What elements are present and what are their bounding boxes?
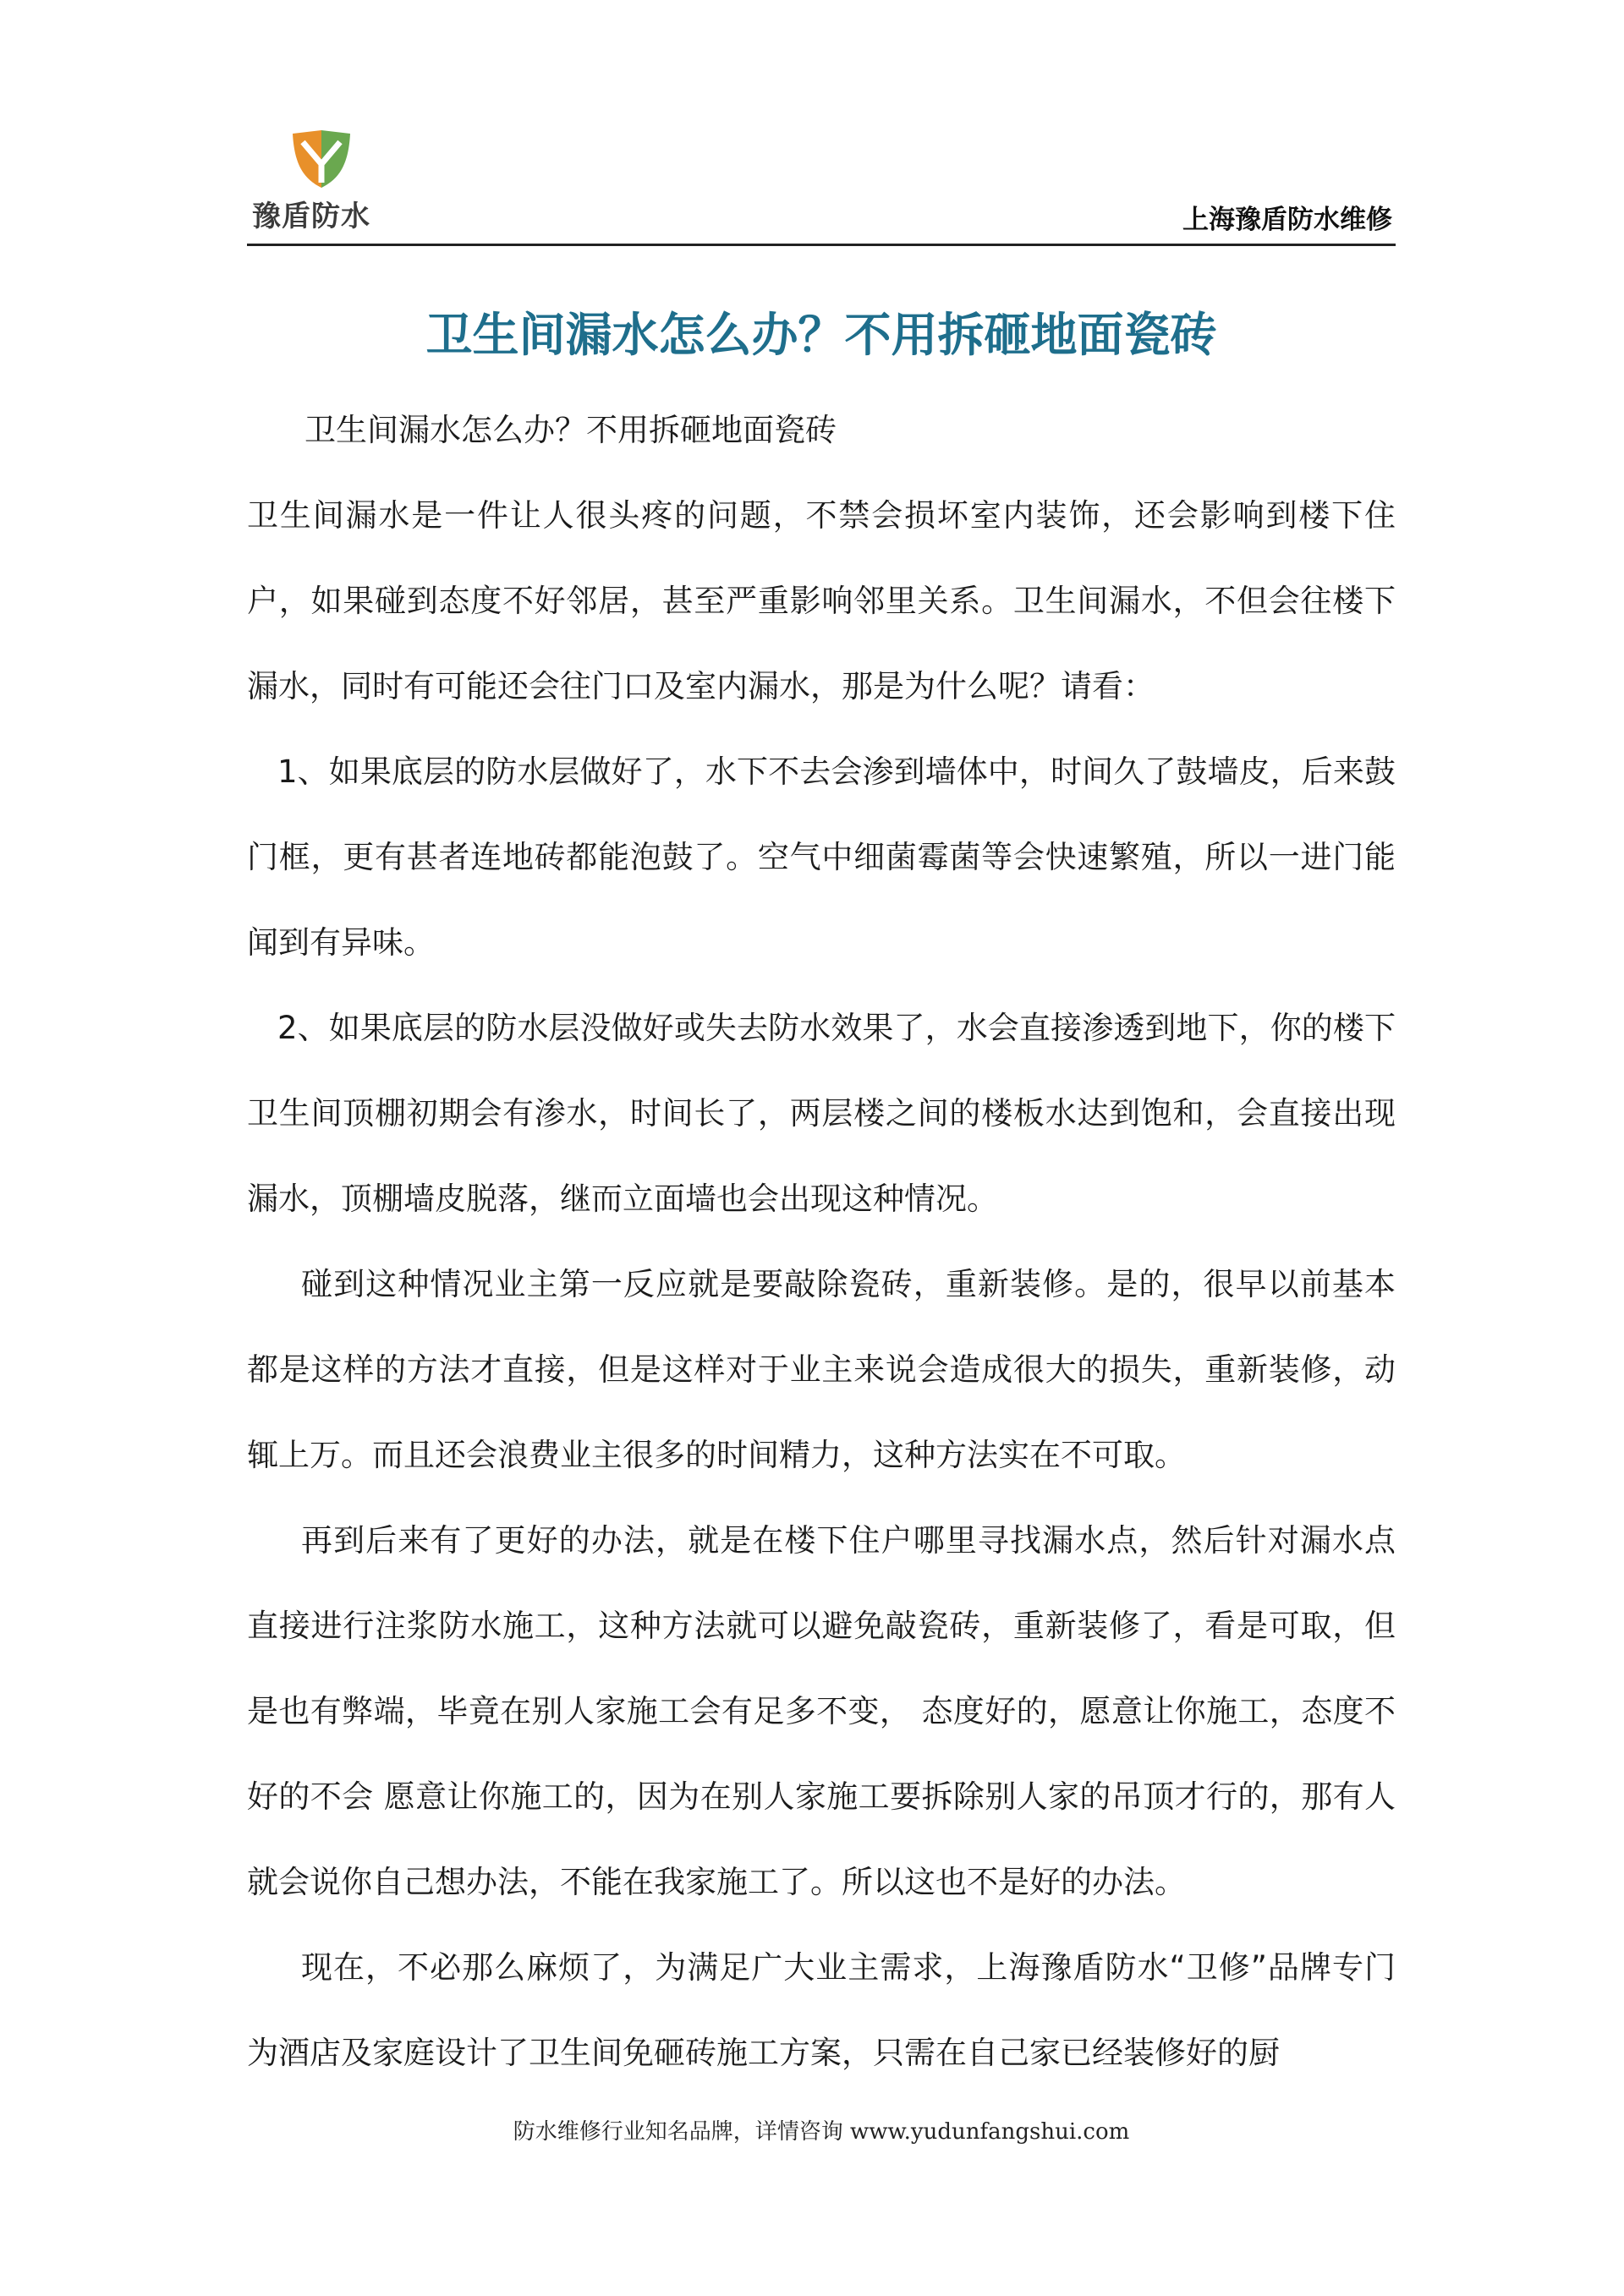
logo-text: 豫盾防水 [252, 200, 370, 233]
paragraph-point-1: 1、如果底层的防水层做好了，水下不去会渗到墙体中，时间久了鼓墙皮，后来鼓门框，更有甚者连地砖都能泡鼓了。空气中细菌霉菌等会快速繁殖，所以一进门能闻到有异味。 [247, 753, 1396, 961]
article-body [247, 387, 1396, 2096]
paragraph-intro: 卫生间漏水是一件让人很头疼的问题，不禁会损坏室内装饰，还会影响到楼下住户，如果碰到态度不好邻居，甚至严重影响邻里关系。卫生间漏水，不但会往楼下漏水，同时有可能还会往门口及室内漏水，那是为什么呢？请看： [247, 497, 1396, 704]
paragraph-now: 现在，不必那么麻烦了，为满足广大业主需求，上海豫盾防水“卫修”品牌专门为酒店及家庭设计了卫生间免砸砖施工方案，只需在自己家已经装修好的厨 [247, 1949, 1396, 2071]
header-divider [247, 244, 1396, 246]
document-title: 卫生间漏水怎么办？不用拆砸地面瓷砖 [425, 308, 1217, 362]
site-name: 上海豫盾防水维修 [1182, 205, 1392, 235]
shield-logo-icon [288, 129, 355, 191]
page-footer: 防水维修行业知名品牌，详情咨询 www.yudunfangshui.com [513, 2119, 1130, 2145]
page-header [247, 118, 1396, 244]
paragraph-point-2: 2、如果底层的防水层没做好或失去防水效果了，水会直接渗透到地下，你的楼下卫生间顶棚初期会有渗水，时间长了，两层楼之间的楼板水达到饱和，会直接出现漏水，顶棚墙皮脱落，继而立面墙也会出现这种情况。 [247, 1010, 1396, 1217]
paragraph-later-method: 再到后来有了更好的办法，就是在楼下住户哪里寻找漏水点，然后针对漏水点直接进行注浆防水施工，这种方法就可以避免敲瓷砖，重新装修了，看是可取，但是也有弊端，毕竟在别人家施工会有足多不变， 态度好的，愿意让你施工，态度不好的不会 愿意让你施工的，因为在别人家施工要拆除别人家的吊顶才行的，那有人就会说你自己想办法，不能在我家施工了。所以这也不是好的办法。 [247, 1522, 1396, 1900]
brand-logo [247, 118, 399, 237]
paragraph-reaction: 碰到这种情况业主第一反应就是要敲除瓷砖，重新装修。是的，很早以前基本都是这样的方法才直接，但是这样对于业主来说会造成很大的损失，重新装修，动辄上万。而且还会浪费业主很多的时间精力，这种方法实在不可取。 [247, 1266, 1396, 1473]
paragraph-subtitle: 卫生间漏水怎么办？不用拆砸地面瓷砖 [304, 412, 837, 448]
